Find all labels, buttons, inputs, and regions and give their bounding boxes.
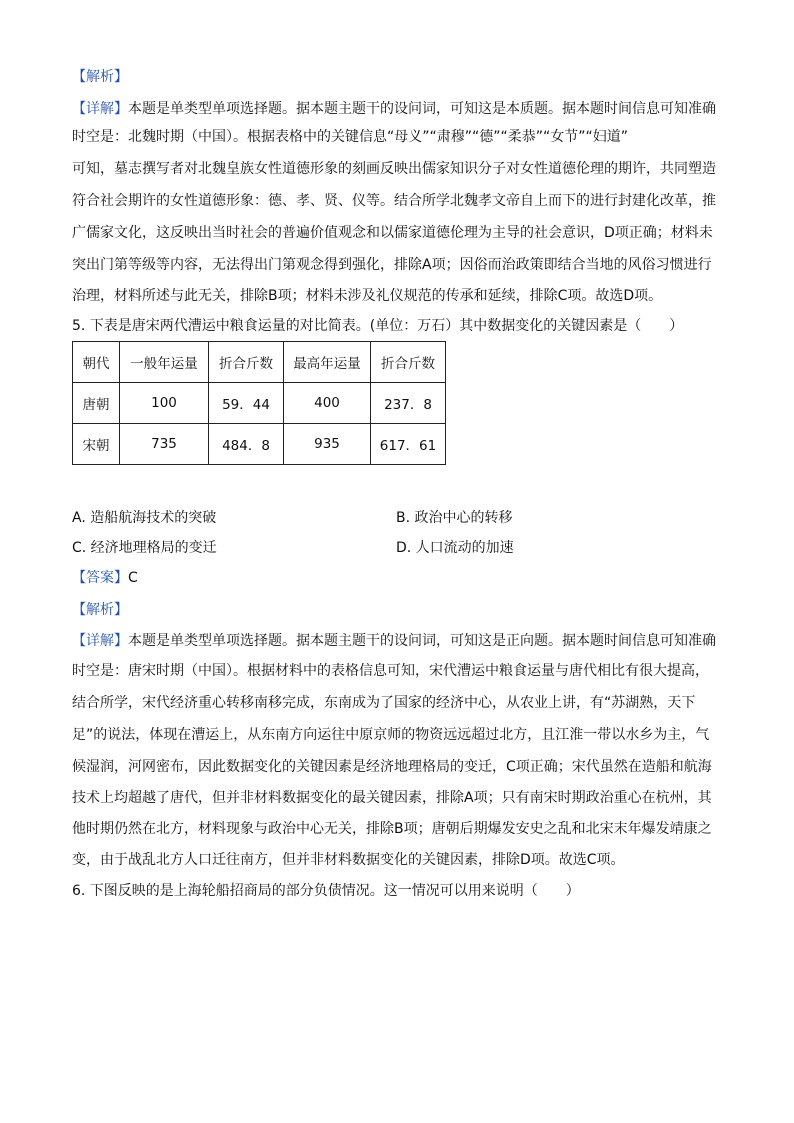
table-header-row <box>73 342 446 383</box>
q5-data-table <box>72 341 446 465</box>
q5-analysis-heading: 【解析】 <box>72 602 128 618</box>
option-d: D. 人口流动的加速 <box>396 540 514 556</box>
q4-analysis-heading: 【解析】 <box>72 69 128 85</box>
q5-detail-line-3: 结合所学，宋代经济重心转移南移完成，东南成为了国家的经济中心，从农业上讲，有“苏湖熟，天下 <box>72 695 696 711</box>
q4-detail-line-6: 突出门第等级等内容，无法得出门第观念得到强化，排除A项；因俗而治政策即结合当地的风俗习惯进行 <box>72 257 712 273</box>
table-cell: 400 <box>284 383 371 424</box>
table-cell: 59．44 <box>209 383 284 424</box>
option-b: B. 政治中心的转移 <box>396 510 513 526</box>
q4-detail-line-1: 【详解】本题是单类型单项选择题。据本题主题干的设问词，可知这是本质题。据本题时间信息可知准确 <box>72 101 716 117</box>
q4-detail-line-7: 治理，材料所述与此无关，排除B项；材料未涉及礼仪规范的传承和延续，排除C项。故选D项。 <box>72 288 663 304</box>
table-header-cell: 折合斤数 <box>371 342 446 383</box>
table-cell: 735 <box>120 424 209 465</box>
table-cell: 617．61 <box>371 424 446 465</box>
table-row <box>73 424 446 465</box>
table-cell: 宋朝 <box>73 424 120 465</box>
option-c: C. 经济地理格局的变迁 <box>72 540 217 556</box>
option-a: A. 造船航海技术的突破 <box>72 510 217 526</box>
q5-detail-line-4: 足”的说法，体现在漕运上，从东南方向运往中原京师的物资远远超过北方，且江淮一带以水乡为主，气 <box>72 727 710 743</box>
q5-detail-line-5: 候湿润，河网密布，因此数据变化的关键因素是经济地理格局的变迁，C项正确；宋代虽然在造船和航海 <box>72 759 712 775</box>
q5-detail-line-2: 时空是：唐宋时期（中国）。根据材料中的表格信息可知，宋代漕运中粮食运量与唐代相比有很大提高， <box>72 663 709 679</box>
q4-detail-line-5: 广儒家文化，这反映出当时社会的普遍价值观念和以儒家道德伦理为主导的社会意识，D项正确；材料未 <box>72 225 713 241</box>
q4-detail-line-3: 可知，墓志撰写者对北魏皇族女性道德形象的刻画反映出儒家知识分子对女性道德伦理的期许，共同塑造 <box>72 161 716 177</box>
table-cell: 935 <box>284 424 371 465</box>
q5-detail-line-8: 变，由于战乱北方人口迁往南方，但并非材料数据变化的关键因素，排除D项。故选C项。 <box>72 852 625 868</box>
q6-question: 6. 下图反映的是上海轮船招商局的部分负债情况。这一情况可以用来说明（ ） <box>72 883 580 899</box>
q5-answer: 【答案】C <box>72 570 138 586</box>
table-header-cell: 朝代 <box>73 342 120 383</box>
table-cell: 484．8 <box>209 424 284 465</box>
q4-detail-line-4: 符合社会期许的女性道德形象：德、孝、贤、仪等。结合所学北魏孝文帝自上而下的进行封建化改革，推 <box>72 193 716 209</box>
table-cell: 237．8 <box>371 383 446 424</box>
q4-detail-line-2: 时空是：北魏时期（中国）。根据表格中的关键信息“母义”“肃穆”“德”“柔恭”“女节”“妇道” <box>72 129 629 145</box>
table-header-cell: 折合斤数 <box>209 342 284 383</box>
table-cell: 100 <box>120 383 209 424</box>
table-row <box>73 383 446 424</box>
table-header-cell: 一般年运量 <box>120 342 209 383</box>
q5-detail-line-7: 他时期仍然在北方，材料现象与政治中心无关，排除B项；唐朝后期爆发安史之乱和北宋末年爆发靖康之 <box>72 821 712 837</box>
table-header-cell: 最高年运量 <box>284 342 371 383</box>
q5-detail-line-1: 【详解】本题是单类型单项选择题。据本题主题干的设问词，可知这是正向题。据本题时间信息可知准确 <box>72 633 716 649</box>
q5-question: 5. 下表是唐宋两代漕运中粮食运量的对比简表。(单位：万石）其中数据变化的关键因素是（ ） <box>72 318 684 334</box>
table-cell: 唐朝 <box>73 383 120 424</box>
q5-detail-line-6: 技术上均超越了唐代，但并非材料数据变化的最关键因素，排除A项；只有南宋时期政治重心在杭州，其 <box>72 790 712 806</box>
